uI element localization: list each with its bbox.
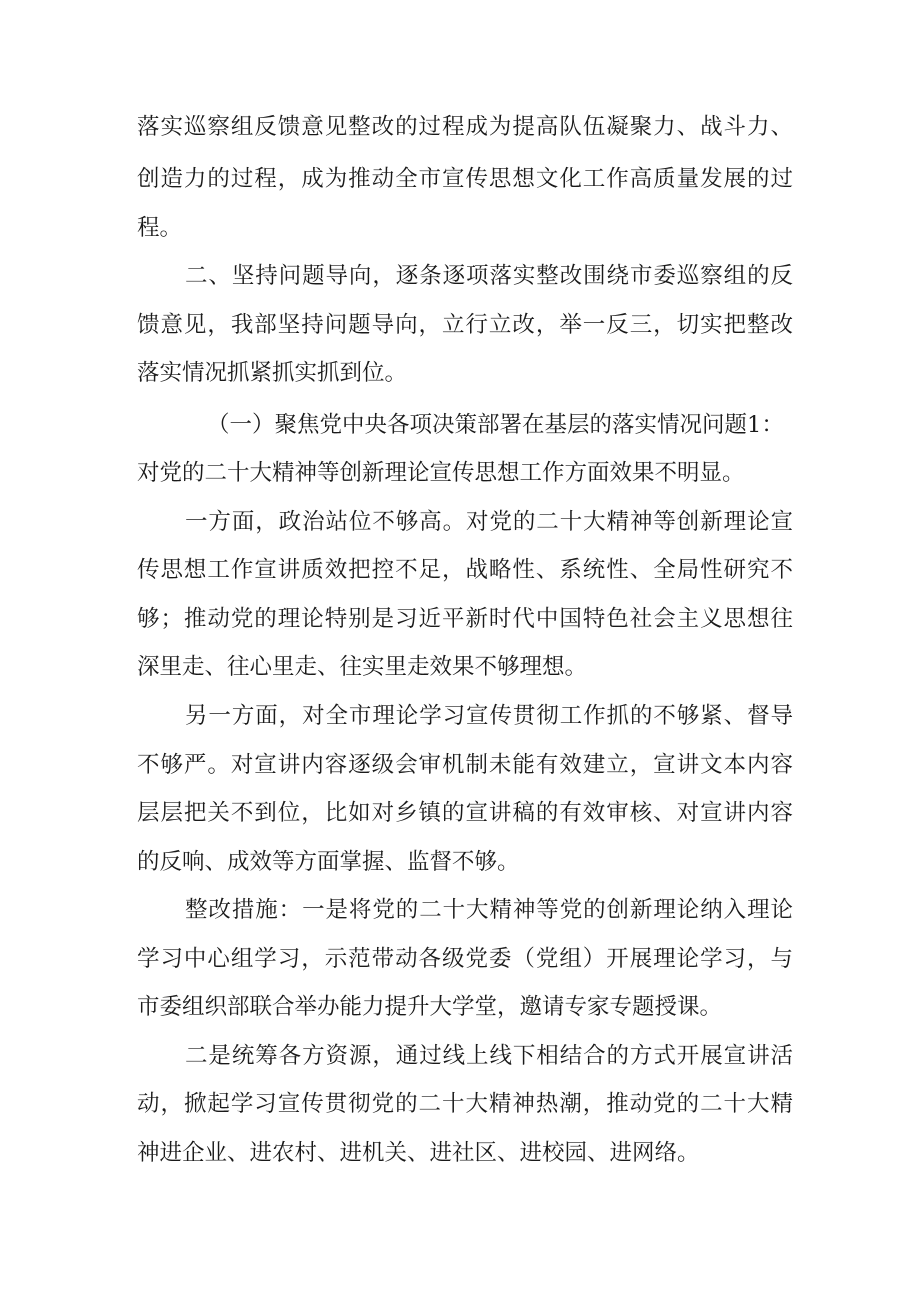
text-line: 市委组织部联合举办能力提升大学堂，邀请专家专题授课。 xyxy=(137,994,723,1020)
text-line: 传思想工作宣讲质效把控不足，战略性、系统性、全局性研究不 xyxy=(137,557,793,583)
paragraph-first-line: 一方面，政治站位不够高。对党的二十大精神等创新理论宣 xyxy=(185,509,793,535)
text-line: 落实巡察组反馈意见整改的过程成为提高队伍凝聚力、战斗力、 xyxy=(137,114,793,140)
text-line: 深里走、往心里走、往实里走效果不够理想。 xyxy=(137,654,588,680)
paragraph-first-line: 另一方面，对全市理论学习宣传贯彻工作抓的不够紧、督导 xyxy=(185,703,793,729)
text-line: 程。 xyxy=(137,215,183,241)
paragraph-first-line: 整改措施：一是将党的二十大精神等党的创新理论纳入理论 xyxy=(185,897,793,923)
text-line: 的反响、成效等方面掌握、监督不够。 xyxy=(137,849,520,875)
text-line: 动，掀起学习宣传贯彻党的二十大精神热潮，推动党的二十大精 xyxy=(137,1091,793,1117)
text-line: 学习中心组学习，示范带动各级党委（党组）开展理论学习，与 xyxy=(137,946,793,972)
paragraph-first-line: 二是统筹各方资源，通过线上线下相结合的方式开展宣讲活 xyxy=(185,1043,793,1069)
text-line: 够；推动党的理论特别是习近平新时代中国特色社会主义思想往 xyxy=(137,606,793,632)
text-line: 不够严。对宣讲内容逐级会审机制未能有效建立，宣讲文本内容 xyxy=(137,752,793,778)
section-heading-line: 二、坚持问题导向，逐条逐项落实整改围绕市委巡察组的反 xyxy=(185,263,793,289)
text-line: 神进企业、进农村、进机关、进社区、进校园、进网络。 xyxy=(137,1140,700,1166)
text-line: 对党的二十大精神等创新理论宣传思想工作方面效果不明显。 xyxy=(137,460,745,486)
text-line: 落实情况抓紧抓实抓到位。 xyxy=(137,360,408,386)
text-line: 层层把关不到位，比如对乡镇的宣讲稿的有效审核、对宣讲内容 xyxy=(137,800,793,826)
text-line: 馈意见，我部坚持问题导向，立行立改，举一反三，切实把整改 xyxy=(137,312,793,338)
subsection-heading-line: （一）聚焦党中央各项决策部署在基层的落实情况问题1： xyxy=(207,412,784,438)
text-line: 创造力的过程，成为推动全市宣传思想文化工作高质量发展的过 xyxy=(137,166,793,192)
